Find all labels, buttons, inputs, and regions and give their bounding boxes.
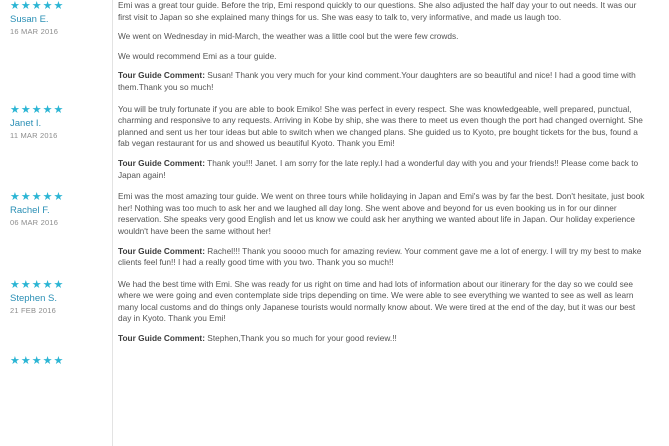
review-body <box>118 0 647 94</box>
guide-comment-label: Tour Guide Comment: <box>118 245 205 256</box>
review-body <box>118 279 647 345</box>
review-paragraph: We would recommend Emi as a tour guide. <box>118 50 277 61</box>
review-date: 06 MAR 2016 <box>10 218 59 228</box>
guide-comment <box>118 158 647 181</box>
guide-comment-label: Tour Guide Comment: <box>118 157 205 168</box>
review-body <box>118 191 647 269</box>
guide-comment <box>118 333 647 345</box>
reviewer-name[interactable]: Janet I. <box>10 117 42 129</box>
rating-stars: ★★★★★ <box>10 278 65 291</box>
review-paragraph: We had the best time with Emi. She was ready for us right on time and had lots of information about our itinerary for the day so we could see where we were going and even contemplate side trips depending on time. We were able to see everything we wanted to see as well as learn many local customs and do things only Japanese tourists would normally know about. We were tired at the end of the day, but it was our best day in Kyoto. Thank you Emi! <box>118 278 636 324</box>
review-paragraph: Emi was a great tour guide. Before the trip, Emi respond quickly to our questions. She also adjusted the half day your to out needs. It was our first visit to Japan so she explained many things for us. She was easy to talk to, very informative, and made us laugh too. <box>118 0 637 22</box>
review-date: 21 FEB 2016 <box>10 305 56 315</box>
rating-stars: ★★★★★ <box>10 103 65 116</box>
rating-stars: ★★★★★ <box>10 354 65 367</box>
review-meta <box>0 0 104 37</box>
guide-comment-text: Rachel!!! Thank you soooo much for amazing review. Your comment gave me a lot of energy. I will try my best to make clients feel fun!! I had a really good time with you two. Thank you so much!! <box>118 245 642 268</box>
reviewer-name[interactable]: Rachel F. <box>10 205 50 217</box>
guide-comment-text: Stephen,Thank you so much for your good review.!! <box>207 333 397 344</box>
review-item <box>10 275 647 351</box>
review-item <box>10 187 647 275</box>
review-body <box>118 104 647 182</box>
review-meta <box>0 104 104 141</box>
review-meta <box>0 191 104 228</box>
review-paragraph: You will be truly fortunate if you are able to book Emiko! She was perfect in every respect. She was knowledgeable, well prepared, punctual, charming and responsive to any requests. Arriving in Kobe by ship, she was there to meet us even though the port had changed overnight. She planned and sent us her tour ideas but able to switch when we changed plans. She guided us to Kyoto, pre bought tickets for the bus, found a fab vegan restaurant for us and showed us beautiful Kyoto. Thank you Emi! <box>118 103 643 149</box>
guide-comment-text: Susan! Thank you very much for your kind comment.Your daughters are so beautiful and nice! I had a good time with them.Thank you so much! <box>118 70 636 92</box>
review-item <box>10 351 647 367</box>
rating-stars: ★★★★★ <box>10 0 65 12</box>
review-item <box>10 100 647 188</box>
guide-comment <box>118 70 647 93</box>
review-paragraph: We went on Wednesday in mid-March, the weather was a little cool but the were few crowds. <box>118 31 459 42</box>
guide-comment-label: Tour Guide Comment: <box>118 333 205 344</box>
guide-comment <box>118 246 647 269</box>
review-date: 11 MAR 2016 <box>10 130 58 140</box>
guide-comment-label: Tour Guide Comment: <box>118 70 205 81</box>
guide-comment-text: Thank you!!! Janet. I am sorry for the late reply.I had a wonderful day with you and your friends!! Please come back to Japan again! <box>118 157 639 180</box>
review-date: 16 MAR 2016 <box>10 27 59 36</box>
rating-stars: ★★★★★ <box>10 191 65 204</box>
review-item <box>10 0 647 100</box>
review-meta <box>0 355 104 367</box>
review-paragraph: Emi was the most amazing tour guide. We went on three tours while holidaying in Japan and Emi's was by far the best. Don't hesitate, just book her! Nothing was too much to ask her and we laughed all day long. She went above and beyond for us even booking us in for our dinner reservation. She speaks very good English and let us know we could ask her anything we wanted about life in Japan. Our holiday experience wouldn't have been the same without her! <box>118 191 645 236</box>
reviewer-name[interactable]: Stephen S. <box>10 292 58 304</box>
reviewer-name[interactable]: Susan E. <box>10 14 49 25</box>
review-meta <box>0 279 104 316</box>
